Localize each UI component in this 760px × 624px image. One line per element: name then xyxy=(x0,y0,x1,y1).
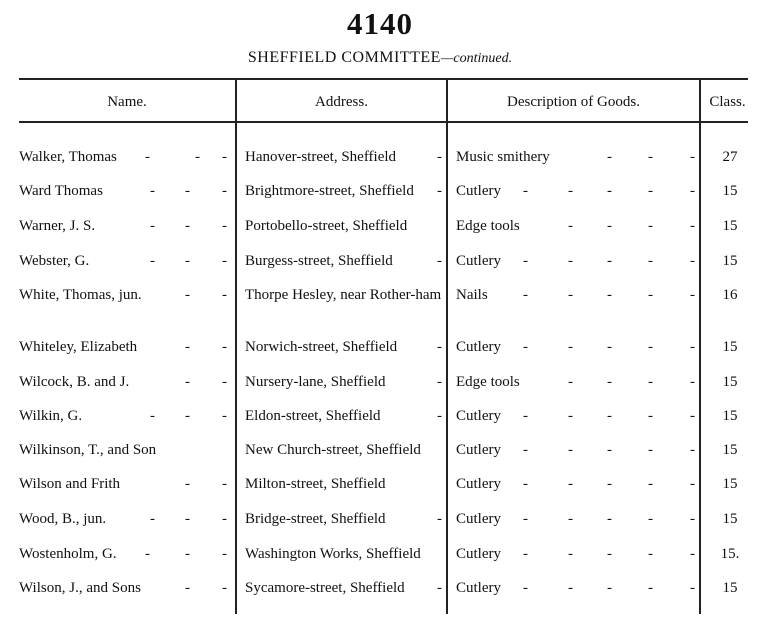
entry-class: 27 xyxy=(722,149,738,165)
leader-dash: - xyxy=(437,183,442,199)
leader-dash: - xyxy=(222,580,227,596)
entry-name: Webster, G. xyxy=(19,253,90,269)
leader-dash: - xyxy=(568,253,573,269)
entry-name: Wood, B., jun. xyxy=(19,511,107,527)
leader-dash: - xyxy=(648,339,653,355)
leader-dash: - xyxy=(568,442,573,458)
leader-dash: - xyxy=(607,476,612,492)
leader-dash: - xyxy=(222,183,227,199)
entry-address: Thorpe Hesley, near Rother-ham xyxy=(245,287,442,303)
entry-class: 15 xyxy=(722,253,738,269)
leader-dash: - xyxy=(648,511,653,527)
entry-class: 15 xyxy=(722,339,738,355)
leader-dash: - xyxy=(607,218,612,234)
leader-dash: - xyxy=(437,511,442,527)
entry-class: 15 xyxy=(722,183,738,199)
leader-dash: - xyxy=(185,183,190,199)
leader-dash: - xyxy=(185,511,190,527)
leader-dash: - xyxy=(607,339,612,355)
column-header-name: Name. xyxy=(107,94,147,110)
leader-dash: - xyxy=(523,580,528,596)
leader-dash: - xyxy=(523,511,528,527)
entry-class: 15 xyxy=(722,511,738,527)
entry-name: Wilkin, G. xyxy=(19,408,83,424)
leader-dash: - xyxy=(607,408,612,424)
leader-dash: - xyxy=(523,287,528,303)
leader-dash: - xyxy=(523,183,528,199)
leader-dash: - xyxy=(222,374,227,390)
leader-dash: - xyxy=(437,374,442,390)
entry-name: White, Thomas, jun. xyxy=(19,287,142,303)
column-header-address: Address. xyxy=(315,94,368,110)
leader-dash: - xyxy=(690,149,695,165)
leader-dash: - xyxy=(185,580,190,596)
leader-dash: - xyxy=(690,580,695,596)
leader-dash: - xyxy=(607,442,612,458)
entry-name: Wilson, J., and Sons xyxy=(19,580,141,596)
entry-class: 15 xyxy=(722,408,738,424)
entry-class: 15 xyxy=(722,442,738,458)
leader-dash: - xyxy=(648,149,653,165)
entry-goods: Cutlery xyxy=(456,476,501,492)
leader-dash: - xyxy=(437,580,442,596)
leader-dash: - xyxy=(568,218,573,234)
leader-dash: - xyxy=(437,253,442,269)
leader-dash: - xyxy=(568,374,573,390)
leader-dash: - xyxy=(568,408,573,424)
leader-dash: - xyxy=(648,218,653,234)
entry-goods: Cutlery xyxy=(456,511,501,527)
leader-dash: - xyxy=(185,408,190,424)
leader-dash: - xyxy=(607,287,612,303)
entry-goods: Cutlery xyxy=(456,183,501,199)
entry-address: Sycamore-street, Sheffield xyxy=(245,580,405,596)
leader-dash: - xyxy=(523,476,528,492)
leader-dash: - xyxy=(222,253,227,269)
leader-dash: - xyxy=(607,580,612,596)
entry-address: New Church-street, Sheffield xyxy=(245,442,421,458)
entry-address: Milton-street, Sheffield xyxy=(245,476,386,492)
entry-class: 15 xyxy=(722,580,738,596)
leader-dash: - xyxy=(690,287,695,303)
entry-class: 15. xyxy=(720,546,740,562)
entry-goods: Edge tools xyxy=(456,218,520,234)
entry-name: Walker, Thomas xyxy=(19,149,117,165)
entry-goods: Cutlery xyxy=(456,408,501,424)
leader-dash: - xyxy=(222,511,227,527)
leader-dash: - xyxy=(568,183,573,199)
leader-dash: - xyxy=(523,408,528,424)
entry-class: 15 xyxy=(722,218,738,234)
leader-dash: - xyxy=(607,149,612,165)
entry-goods: Cutlery xyxy=(456,339,501,355)
leader-dash: - xyxy=(607,546,612,562)
leader-dash: - xyxy=(690,218,695,234)
leader-dash: - xyxy=(523,442,528,458)
leader-dash: - xyxy=(690,408,695,424)
leader-dash: - xyxy=(222,546,227,562)
leader-dash: - xyxy=(523,339,528,355)
entry-goods: Cutlery xyxy=(456,546,501,562)
header-rule xyxy=(19,121,748,123)
leader-dash: - xyxy=(150,218,155,234)
leader-dash: - xyxy=(437,149,442,165)
leader-dash: - xyxy=(648,183,653,199)
leader-dash: - xyxy=(185,339,190,355)
leader-dash: - xyxy=(648,442,653,458)
column-divider xyxy=(235,80,237,614)
leader-dash: - xyxy=(145,149,150,165)
entry-address: Brightmore-street, Sheffield xyxy=(245,183,414,199)
leader-dash: - xyxy=(150,253,155,269)
entry-name: Ward Thomas xyxy=(19,183,103,199)
leader-dash: - xyxy=(690,253,695,269)
page-number: 4140 xyxy=(347,6,413,41)
entry-address: Eldon-street, Sheffield xyxy=(245,408,381,424)
leader-dash: - xyxy=(222,476,227,492)
entry-class: 15 xyxy=(722,374,738,390)
leader-dash: - xyxy=(607,183,612,199)
leader-dash: - xyxy=(648,287,653,303)
entry-goods: Music smithery xyxy=(456,149,550,165)
page-heading xyxy=(0,49,760,67)
entry-name: Wostenholm, G. xyxy=(19,546,117,562)
entry-address: Portobello-street, Sheffield xyxy=(245,218,408,234)
entry-class: 15 xyxy=(722,476,738,492)
leader-dash: - xyxy=(523,253,528,269)
leader-dash: - xyxy=(145,546,150,562)
column-divider xyxy=(446,80,448,614)
entry-address: Norwich-street, Sheffield xyxy=(245,339,398,355)
leader-dash: - xyxy=(690,476,695,492)
leader-dash: - xyxy=(568,476,573,492)
leader-dash: - xyxy=(690,339,695,355)
leader-dash: - xyxy=(185,218,190,234)
leader-dash: - xyxy=(150,183,155,199)
entry-class: 16 xyxy=(722,287,738,303)
leader-dash: - xyxy=(437,339,442,355)
leader-dash: - xyxy=(150,511,155,527)
leader-dash: - xyxy=(523,546,528,562)
leader-dash: - xyxy=(568,580,573,596)
entry-goods: Edge tools xyxy=(456,374,520,390)
leader-dash: - xyxy=(690,442,695,458)
leader-dash: - xyxy=(222,408,227,424)
leader-dash: - xyxy=(568,339,573,355)
entry-address: Burgess-street, Sheffield xyxy=(245,253,393,269)
leader-dash: - xyxy=(185,476,190,492)
entry-name: Whiteley, Elizabeth xyxy=(19,339,138,355)
leader-dash: - xyxy=(150,408,155,424)
leader-dash: - xyxy=(222,149,227,165)
leader-dash: - xyxy=(648,374,653,390)
leader-dash: - xyxy=(185,546,190,562)
leader-dash: - xyxy=(648,476,653,492)
entry-address: Washington Works, Sheffield xyxy=(245,546,421,562)
leader-dash: - xyxy=(222,339,227,355)
leader-dash: - xyxy=(185,374,190,390)
entry-address: Bridge-street, Sheffield xyxy=(245,511,386,527)
leader-dash: - xyxy=(568,511,573,527)
leader-dash: - xyxy=(690,183,695,199)
entry-goods: Cutlery xyxy=(456,580,501,596)
leader-dash: - xyxy=(568,287,573,303)
entry-goods: Nails xyxy=(456,287,488,303)
leader-dash: - xyxy=(648,580,653,596)
entry-name: Wilkinson, T., and Son xyxy=(19,442,157,458)
leader-dash: - xyxy=(648,408,653,424)
entry-address: Nursery-lane, Sheffield xyxy=(245,374,386,390)
leader-dash: - xyxy=(437,408,442,424)
leader-dash: - xyxy=(185,287,190,303)
top-rule xyxy=(19,78,748,80)
leader-dash: - xyxy=(648,546,653,562)
leader-dash: - xyxy=(195,149,200,165)
column-divider xyxy=(699,80,701,614)
leader-dash: - xyxy=(690,546,695,562)
leader-dash: - xyxy=(222,218,227,234)
leader-dash: - xyxy=(607,374,612,390)
entry-name: Warner, J. S. xyxy=(19,218,96,234)
entry-address: Hanover-street, Sheffield xyxy=(245,149,397,165)
column-header-goods: Description of Goods. xyxy=(507,94,640,110)
leader-dash: - xyxy=(568,546,573,562)
leader-dash: - xyxy=(607,253,612,269)
leader-dash: - xyxy=(185,253,190,269)
entry-name: Wilcock, B. and J. xyxy=(19,374,130,390)
column-header-class: Class. xyxy=(709,94,746,110)
entry-goods: Cutlery xyxy=(456,253,501,269)
leader-dash: - xyxy=(690,374,695,390)
entry-name: Wilson and Frith xyxy=(19,476,121,492)
heading-continued: —continued. xyxy=(440,51,513,66)
leader-dash: - xyxy=(607,511,612,527)
heading-title: SHEFFIELD COMMITTEE xyxy=(247,49,441,66)
entry-goods: Cutlery xyxy=(456,442,501,458)
leader-dash: - xyxy=(690,511,695,527)
leader-dash: - xyxy=(648,253,653,269)
leader-dash: - xyxy=(222,287,227,303)
